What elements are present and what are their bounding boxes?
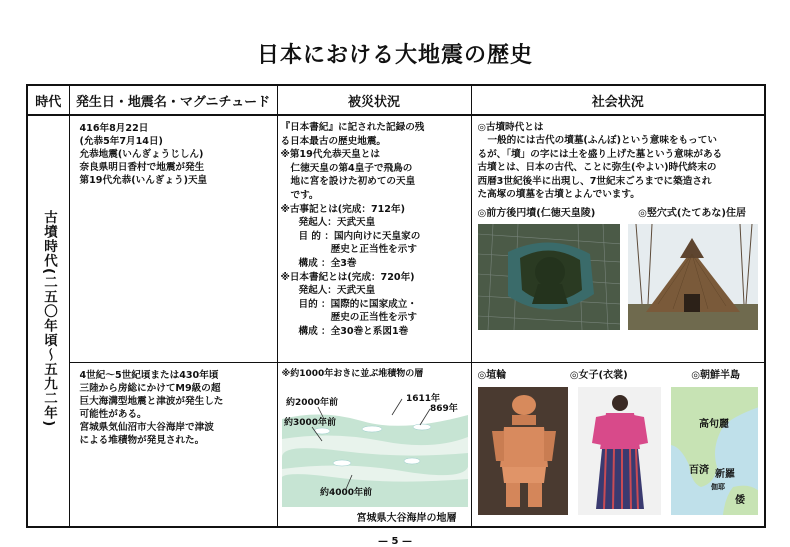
damage-line: 仁徳天皇の第4皇子で飛鳥の	[290, 162, 413, 174]
society-line: 一般的には古代の墳墓(ふんぼ)という意味をもってい	[487, 135, 717, 147]
event-cell-1	[69, 115, 277, 362]
table-row	[27, 362, 765, 527]
era-label: 古墳時代(二五〇年頃～五九二年)	[41, 210, 57, 428]
society-line: た高塚の墳墓を古墳とよんでいます。	[477, 189, 640, 201]
header-event: 発生日・地震名・マグニチュード	[69, 85, 277, 115]
event-line: 可能性がある。	[79, 408, 147, 420]
map-label-silla: 新羅	[715, 468, 736, 480]
damage-line: ※第19代允恭天皇とは	[280, 149, 380, 161]
photo-caption-costume: ◎女子(衣裳)	[569, 369, 628, 381]
photo-caption-kofun: ◎前方後円墳(仁徳天皇陵)	[477, 208, 596, 220]
photo-caption-pit-dwelling: ◎竪穴式(たてあな)住居	[638, 208, 746, 220]
event-line: 奈良県明日香村で地震が発生	[79, 162, 205, 173]
damage-line: 歴史と正当性を示す	[298, 244, 417, 256]
photo-caption-korea: ◎朝鮮半島	[691, 369, 740, 381]
society-line: 西暦3世紀後半に出現し、7世紀末ごろまでに築造され	[477, 175, 712, 187]
event-line: 巨大海溝型地震と津波が発生した	[79, 395, 224, 407]
page-number: — 5 —	[378, 536, 412, 547]
event-line: 第19代允恭(いんぎょう)天皇	[79, 175, 208, 186]
pit-dwelling-photo	[628, 224, 758, 330]
photo-caption-haniwa: ◎埴輪	[477, 369, 507, 381]
page-title: 日本における大地震の歴史	[256, 43, 533, 68]
damage-cell-2	[277, 362, 471, 527]
damage-line: る日本最古の歴史地震。	[280, 135, 387, 147]
society-cell-1	[471, 115, 765, 362]
label-1611: 1611年	[405, 393, 440, 404]
damage-line: 構成 ：全30巻と系図1巻	[298, 325, 409, 337]
era-cell	[27, 115, 69, 527]
event-line: (允恭5年7月14日)	[79, 136, 163, 147]
society-heading: ◎古墳時代とは	[477, 122, 544, 133]
event-cell-2	[69, 362, 277, 527]
earthquake-history-table	[26, 84, 766, 528]
sediment-diagram-title: ※約1000年おきに並ぶ堆積物の層	[281, 368, 424, 379]
label-3000: 約3000年前	[283, 417, 336, 428]
society-cell-2	[471, 362, 765, 527]
damage-cell-1	[277, 115, 471, 362]
event-line: 416年8月22日	[79, 123, 149, 134]
header-damage: 被災状況	[277, 85, 471, 115]
label-4000: 約4000年前	[319, 487, 372, 498]
damage-line: 目 的 ：国内向けに天皇家の	[298, 230, 421, 242]
haniwa-photo	[478, 387, 569, 515]
header-society: 社会状況	[471, 85, 765, 115]
damage-line: 地に宮を設けた初めての天皇	[290, 176, 416, 188]
damage-line: ※日本書紀とは(完成：720年)	[280, 271, 415, 283]
map-label-wa: 倭	[735, 494, 746, 506]
damage-line: 歴史の正当性を示す	[298, 312, 417, 324]
kofun-aerial-photo	[478, 224, 620, 330]
table-row	[27, 115, 765, 362]
event-line: による堆積物が発見された。	[79, 434, 205, 446]
damage-line: 目的 ：国際的に国家成立・	[298, 298, 417, 310]
header-row	[27, 85, 765, 115]
society-line: 古墳とは、日本の古代、ことに弥生(やよい)時代終末の	[477, 162, 717, 174]
damage-line: 『日本書紀』に記された記録の残	[280, 122, 425, 133]
costume-photo	[578, 387, 661, 515]
damage-line: 発起人：天武天皇	[298, 217, 376, 229]
damage-line: です。	[290, 189, 319, 201]
label-2000: 約2000年前	[285, 397, 338, 408]
header-era: 時代	[27, 85, 69, 115]
damage-line: 発起人：天武天皇	[298, 285, 376, 297]
label-869: 869年	[429, 403, 458, 414]
map-label-gaya: 伽耶	[711, 482, 726, 491]
damage-line: ※古事記とは(完成：712年)	[280, 203, 405, 215]
sediment-layer-diagram	[282, 379, 468, 507]
map-label-baekje: 百済	[689, 464, 710, 476]
map-label-goguryeo: 高句麗	[699, 418, 730, 430]
society-line: るが、「墳」の字には土を盛り上げた墓という意味がある	[477, 148, 723, 160]
event-line: 4世紀～5世紀頃または430年頃	[79, 369, 219, 381]
damage-lines	[281, 121, 469, 339]
damage-line: 構成 ：全3巻	[298, 257, 357, 269]
diagram-caption: 宮城県大谷海岸の地層	[356, 512, 457, 524]
event-line: 宮城県気仙沼市大谷海岸で津波	[79, 421, 214, 433]
event-line: 允恭地震(いんぎょうじしん)	[79, 149, 204, 160]
event-line: 三陸から房総にかけてM9級の超	[79, 382, 221, 394]
korea-map	[671, 387, 758, 515]
